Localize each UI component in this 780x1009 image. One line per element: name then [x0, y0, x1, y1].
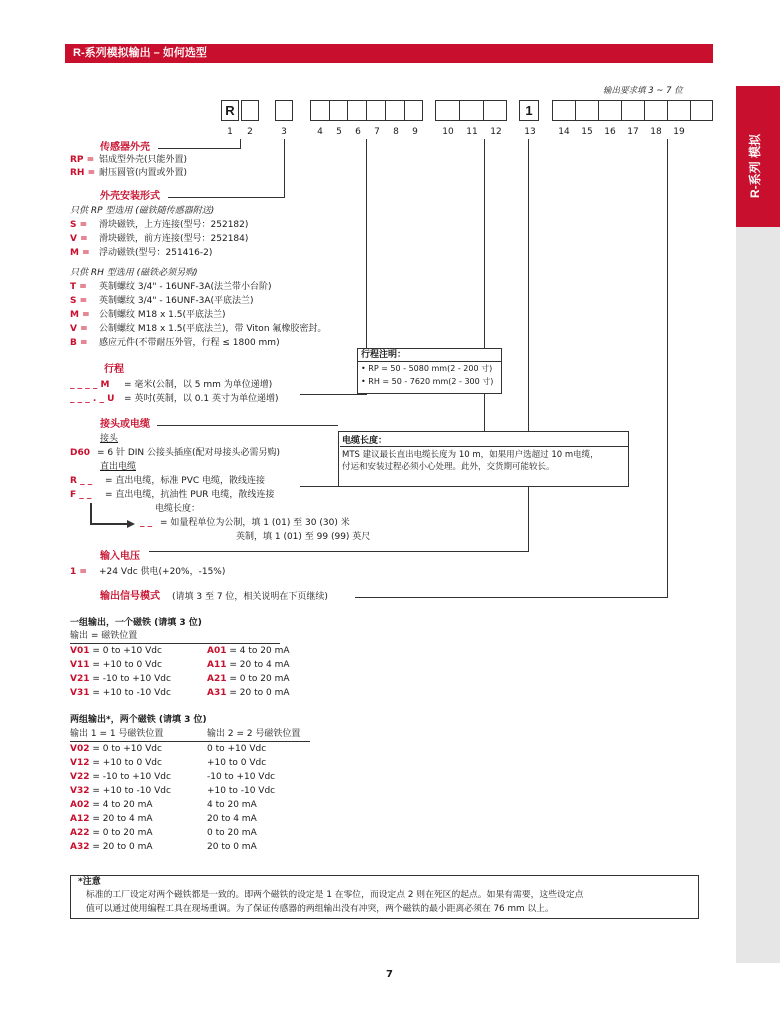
position-number: 15: [581, 127, 593, 137]
table-row: [70, 674, 171, 685]
table-row: [70, 772, 171, 783]
position-number: 9: [412, 127, 418, 137]
output-desc: = +10 to 0 Vdc: [92, 758, 162, 768]
header-bar: [65, 44, 713, 63]
output-desc: = 0 to 20 mA: [92, 828, 153, 838]
stroke-code-mm: _ _ _ _ M: [70, 380, 110, 390]
output-desc-2: -10 to +10 Vdc: [207, 772, 276, 782]
position-number: 7: [374, 127, 380, 137]
mounting-title: 外壳安装形式: [100, 191, 160, 202]
position-number: 8: [393, 127, 399, 137]
position-number: 1: [227, 127, 233, 137]
table-row: [70, 786, 171, 797]
leader-line: [300, 394, 367, 395]
divider: [340, 446, 628, 447]
output-code: A31: [207, 688, 227, 698]
output-code: A01: [207, 646, 227, 656]
leader-line: [355, 597, 668, 598]
table-header-rule: [70, 741, 310, 742]
mounting-rp-subtitle: 只供 RP 型选用 (磁铁随传感器附送): [70, 206, 215, 216]
cable-arrow-line: [90, 523, 128, 525]
cable-note-title: 电缆长度：: [342, 436, 388, 446]
housing-code-rp: RP =: [70, 155, 95, 165]
box-divider: [366, 100, 367, 121]
divider: [357, 361, 502, 362]
output-desc: = 20 to 0 mA: [92, 842, 153, 852]
box-divider: [667, 100, 668, 121]
output-code: V11: [70, 660, 90, 670]
box-divider: [644, 100, 645, 121]
connector-sub-title: 接头: [100, 434, 119, 444]
table-row: [207, 646, 290, 657]
mounting-desc: 滑块磁铁，前方连接(型号：252184): [99, 234, 249, 244]
code-length-note: 输出要求填 3 ~ 7 位: [603, 86, 683, 96]
table-row: [207, 688, 290, 699]
leader-line: [168, 197, 285, 198]
position-number: 14: [558, 127, 570, 137]
code-box-2: [241, 100, 259, 121]
arrow-right-icon: [127, 520, 135, 528]
output-code: V21: [70, 674, 90, 684]
single-output-header: 输出 = 磁铁位置: [70, 631, 138, 641]
stroke-title: 行程: [104, 364, 124, 375]
stroke-note-line: • RH = 50 - 7620 mm(2 - 300 寸): [361, 377, 494, 386]
code-box-connector: [435, 100, 507, 121]
cable-length-label: 电缆长度：: [155, 504, 201, 514]
leader-line: [284, 139, 285, 198]
housing-title: 传感器外壳: [100, 142, 150, 153]
position-number: 10: [442, 127, 454, 137]
box-divider: [621, 100, 622, 121]
output-desc: = 20 to 0 mA: [229, 688, 290, 698]
leader-line: [528, 139, 529, 551]
connector-code-d60: D60: [70, 448, 90, 458]
leader-line: [366, 139, 367, 349]
side-tab-gray-panel: [736, 227, 780, 963]
cable-desc-r: = 直出电缆，标准 PVC 电缆，散线连接: [105, 476, 265, 486]
box-divider: [598, 100, 599, 121]
output-desc: = 4 to 20 mA: [92, 800, 153, 810]
connector-title: 接头或电缆: [100, 419, 150, 430]
stroke-desc-inch: = 英吋(英制，以 0.1 英寸为单位递增): [124, 394, 279, 404]
box-divider: [404, 100, 405, 121]
leader-line: [667, 139, 668, 598]
output-desc-2: 0 to 20 mA: [207, 828, 257, 838]
code-box-3: [275, 100, 293, 121]
output-desc-2: 0 to +10 Vdc: [207, 744, 267, 754]
output-desc-2: +10 to 0 Vdc: [207, 758, 267, 768]
box-divider: [575, 100, 576, 121]
position-number: 12: [490, 127, 502, 137]
box-divider: [347, 100, 348, 121]
output-desc: = 0 to +10 Vdc: [92, 646, 162, 656]
output-desc-2: 4 to 20 mA: [207, 800, 257, 810]
leader-line: [157, 425, 338, 426]
mounting-code: S =: [70, 296, 88, 306]
table-row: [70, 814, 153, 825]
mounting-code: B =: [70, 338, 88, 348]
output-desc: = -10 to +10 Vdc: [92, 772, 171, 782]
page-header-title: R-系列模拟输出 – 如何选型: [73, 47, 207, 59]
table-row: [70, 758, 162, 769]
box-divider: [329, 100, 330, 121]
output-code: A12: [70, 814, 90, 824]
cable-code-f: F _ _: [70, 490, 92, 500]
output-code: V31: [70, 688, 90, 698]
output-desc: = -10 to +10 Vdc: [92, 674, 171, 684]
cable-length-imperial: 英制，填 1 (01) 至 99 (99) 英尺: [236, 532, 371, 542]
position-number: 2: [247, 127, 253, 137]
housing-code-rh: RH =: [70, 168, 96, 178]
output-desc: = 20 to 4 mA: [92, 814, 153, 824]
position-number: 13: [524, 127, 536, 137]
leader-line: [149, 551, 529, 552]
position-number: 19: [673, 127, 685, 137]
output-desc-2: 20 to 0 mA: [207, 842, 257, 852]
code-box-output: [552, 100, 713, 121]
output-desc: = 0 to +10 Vdc: [92, 744, 162, 754]
page-number: 7: [386, 969, 393, 980]
code-box-12: 1: [519, 100, 539, 121]
mounting-desc: 浮动磁铁(型号：251416-2): [99, 248, 213, 258]
box-divider: [385, 100, 386, 121]
mounting-desc: 公制螺纹 M18 x 1.5(平底法兰): [99, 310, 226, 320]
mounting-code: V =: [70, 234, 88, 244]
cable-arrow-stem: [90, 503, 92, 524]
output-code: V22: [70, 772, 90, 782]
output-desc: = 0 to 20 mA: [229, 674, 290, 684]
output-code: A02: [70, 800, 90, 810]
code-box-1: R: [221, 100, 239, 121]
output-desc-2: +10 to -10 Vdc: [207, 786, 276, 796]
table-row: [70, 800, 153, 811]
mounting-code: M =: [70, 310, 90, 320]
output-desc-2: 20 to 4 mA: [207, 814, 257, 824]
table-row: [70, 842, 153, 853]
table-row: [70, 646, 162, 657]
table-row: [70, 660, 162, 671]
mounting-rh-subtitle: 只供 RH 型选用 (磁铁必须另购): [70, 268, 198, 278]
output-title: 输出信号模式: [100, 591, 160, 602]
leader-line: [158, 148, 241, 149]
mounting-desc: 英制螺纹 3/4" - 16UNF-3A(平底法兰): [99, 296, 254, 306]
output-code: A32: [70, 842, 90, 852]
voltage-title: 输入电压: [100, 551, 140, 562]
side-tab-label: R-系列 模拟: [748, 134, 762, 198]
mounting-desc: 英制螺纹 3/4" - 16UNF-3A(法兰带小台阶): [99, 282, 272, 292]
output-code: V01: [70, 646, 90, 656]
output-code: A11: [207, 660, 227, 670]
mounting-desc: 公制螺纹 M18 x 1.5(平底法兰)，带 Viton 氟橡胶密封。: [99, 324, 327, 334]
cable-note-line: 付运和安装过程必须小心处理。此外，交货期可能较长。: [342, 462, 555, 472]
output-code: A22: [70, 828, 90, 838]
position-number: 4: [317, 127, 323, 137]
footnote-line-1: 标准的工厂设定对两个磁铁都是一致的。即两个磁铁的设定是 1 在零位，而设定点 2 则在死区的起点。如果有需要，这些设定点: [86, 890, 584, 900]
connector-desc-d60: = 6 针 DIN 公接头插座(配对母接头必需另购): [97, 448, 281, 458]
cable-length-code: _ _: [140, 518, 153, 528]
mounting-desc: 感应元件(不带耐压外管，行程 ≤ 1800 mm): [99, 338, 280, 348]
position-number: 3: [281, 127, 287, 137]
footnote-line-2: 值可以通过使用编程工具在现场重调。为了保证传感器的两组输出没有冲突，两个磁铁的最小距离必须在 76 mm 以上。: [86, 904, 554, 914]
cable-code-r: R _ _: [70, 476, 93, 486]
position-number: 17: [627, 127, 639, 137]
output-desc: = +10 to 0 Vdc: [92, 660, 162, 670]
output-note: (请填 3 至 7 位，相关说明在下页继续): [172, 592, 328, 602]
output-code: V32: [70, 786, 90, 796]
cable-desc-f: = 直出电缆，抗油性 PUR 电缆，散线连接: [105, 490, 275, 500]
dual-output-title: 两组输出*，两个磁铁 (请填 3 位): [70, 715, 207, 725]
stroke-code-inch: _ _ _ . _ U: [70, 394, 115, 404]
box-divider: [483, 100, 484, 121]
stroke-note-line: • RP = 50 - 5080 mm(2 - 200 寸): [361, 364, 493, 373]
output-desc: = 20 to 4 mA: [229, 660, 290, 670]
output-code: V02: [70, 744, 90, 754]
cable-sub-title: 直出电缆: [100, 462, 137, 472]
position-number: 6: [355, 127, 361, 137]
table-header-rule: [70, 643, 280, 644]
box-divider: [690, 100, 691, 121]
position-number: 5: [336, 127, 342, 137]
box-divider: [459, 100, 460, 121]
voltage-desc: +24 Vdc 供电(+20%，-15%): [99, 567, 226, 577]
stroke-desc-mm: = 毫米(公制，以 5 mm 为单位递增): [124, 380, 273, 390]
table-row: [70, 744, 162, 755]
position-number: 18: [650, 127, 662, 137]
housing-desc-rp: 铝成型外壳(只能外置): [99, 155, 188, 165]
table-row: [70, 828, 153, 839]
cable-length-metric: = 如量程单位为公制，填 1 (01) 至 30 (30) 米: [160, 518, 350, 528]
voltage-code: 1 =: [70, 567, 87, 577]
stroke-note-title: 行程注明：: [361, 350, 407, 360]
single-output-title: 一组输出，一个磁铁 (请填 3 位): [70, 618, 202, 628]
footnote-title: *注意: [78, 877, 101, 887]
housing-desc-rh: 耐压圆管(内置或外置): [99, 168, 188, 178]
table-row: [207, 660, 290, 671]
output-desc: = +10 to -10 Vdc: [92, 688, 171, 698]
side-tab: [736, 86, 780, 227]
mounting-code: T =: [70, 282, 87, 292]
position-number: 16: [604, 127, 616, 137]
mounting-code: V =: [70, 324, 88, 334]
dual-output-header-1: 输出 1 = 1 号磁铁位置: [70, 729, 164, 739]
cable-note-line: MTS 建议最长直出电缆长度为 10 m，如果用户选超过 10 m电缆，: [342, 450, 599, 460]
output-code: A21: [207, 674, 227, 684]
output-code: V12: [70, 758, 90, 768]
table-row: [207, 674, 290, 685]
mounting-desc: 滑块磁铁，上方连接(型号：252182): [99, 220, 249, 230]
output-desc: = +10 to -10 Vdc: [92, 786, 171, 796]
dual-output-header-2: 输出 2 = 2 号磁铁位置: [207, 729, 301, 739]
mounting-code: S =: [70, 220, 88, 230]
mounting-code: M =: [70, 248, 90, 258]
output-desc: = 4 to 20 mA: [229, 646, 290, 656]
table-row: [70, 688, 171, 699]
position-number: 11: [466, 127, 478, 137]
